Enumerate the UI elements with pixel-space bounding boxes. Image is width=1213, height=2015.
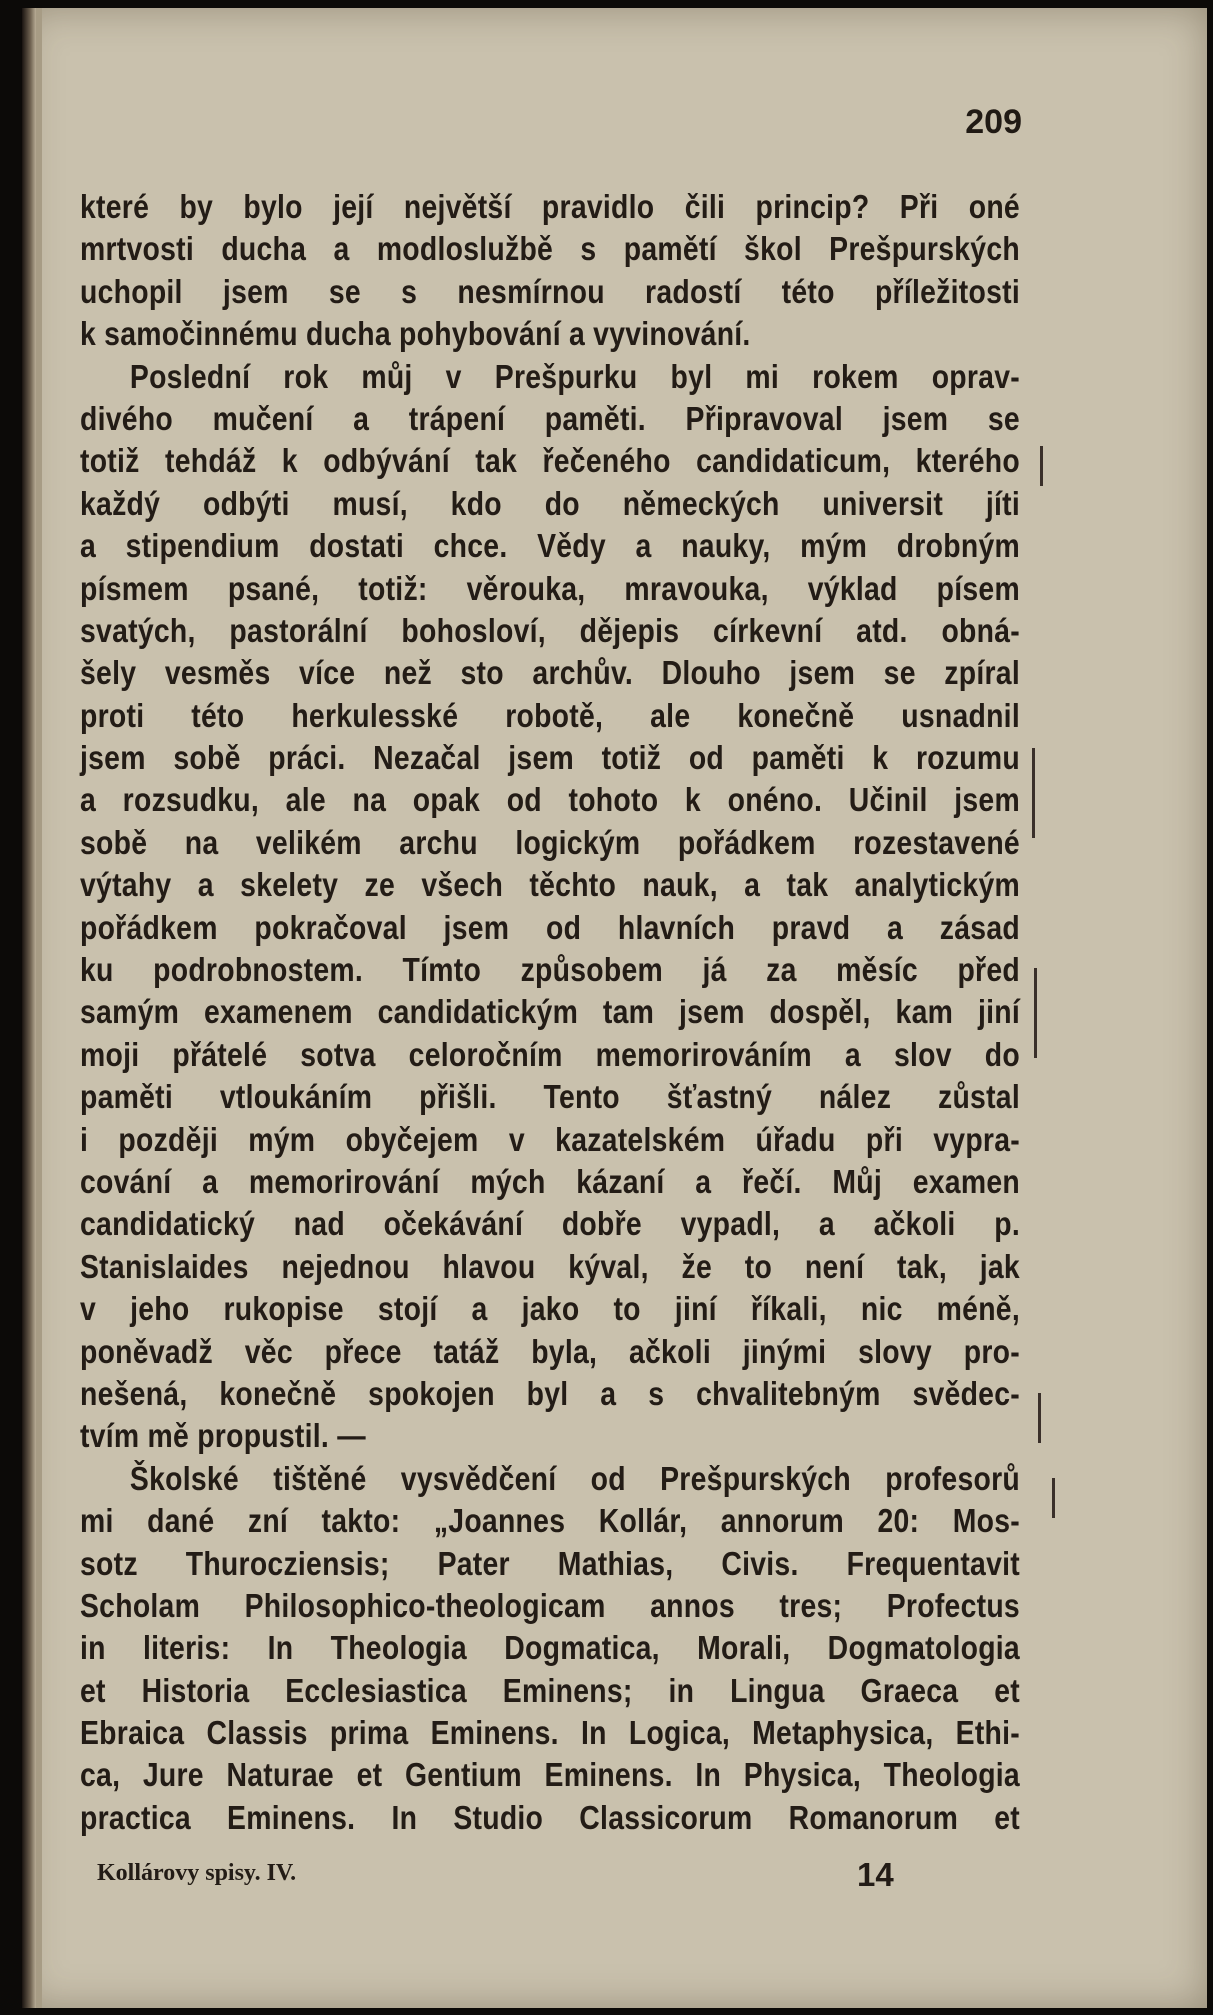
text-line: svatých, pastorální bohosloví, dějepis církevní atd. obná- [80,611,1020,649]
text-line: candidatický nad očekávání dobře vypadl, a ačkoli p. [80,1205,1020,1243]
text-line: nešená, konečně spokojen byl a s chvalitebným svědec- [80,1374,1020,1412]
text-line: jsem sobě práci. Nezačal jsem totiž od paměti k rozumu [80,739,1020,777]
text-line: každý odbýti musí, kdo do německých universit jíti [80,484,1020,522]
page-number: 209 [965,103,1022,141]
text-line: a rozsudku, ale na opak od tohoto k onéno. Učinil jsem [80,781,1020,819]
text-line: v jeho rukopise stojí a jako to jiní říkali, nic méně, [80,1290,1020,1328]
text-line: samým examenem candidatickým tam jsem dospěl, kam jiní [80,993,1020,1031]
text-line: sotz Thurocziensis; Pater Mathias, Civis. Frequentavit [80,1544,1020,1582]
text-line: uchopil jsem se s nesmírnou radostí této příležitosti [80,272,1020,310]
text-line: mi dané zní takto: „Joannes Kollár, annorum 20: Mos- [80,1502,1020,1540]
text-line: Poslední rok můj v Prešpurku byl mi rokem oprav- [129,357,1020,395]
text-line: ku podrobnostem. Tímto způsobem já za měsíc před [80,951,1020,989]
text-line: pořádkem pokračoval jsem od hlavních pravd a zásad [80,908,1020,946]
text-line: proti této herkulesské robotě, ale konečně usnadnil [80,696,1020,734]
text-line: Scholam Philosophico-theologicam annos tres; Profectus [80,1586,1020,1624]
book-spine [22,8,36,2008]
margin-mark [1040,446,1043,486]
text-line: písmem psané, totiž: věrouka, mravouka, výklad písem [80,569,1020,607]
text-line: Ebraica Classis prima Eminens. In Logica, Metaphysica, Ethi- [80,1714,1020,1752]
text-line: in literis: In Theologia Dogmatica, Morali, Dogmatologia [80,1629,1020,1667]
text-line: výtahy a skelety ze všech těchto nauk, a tak analytickým [80,866,1020,904]
text-line: k samočinnému ducha pohybování a vyvinování. [80,315,751,353]
text-line: které by bylo její největší pravidlo čili princip? Při oné [80,188,1020,225]
text-line: moji přátelé sotva celoročním memorirováním a slov do [80,1035,1020,1073]
margin-mark [1038,1393,1041,1443]
text-line: tvím mě propustil. — [80,1417,366,1455]
text-line: i později mým obyčejem v kazatelském úřadu při vypra- [80,1120,1020,1158]
text-line: mrtvosti ducha a modloslužbě s pamětí škol Prešpurských [80,230,1020,268]
margin-mark [1034,968,1037,1058]
text-line: cování a memorirování mých kázaní a řečí. Můj examen [80,1162,1020,1200]
text-line: totiž tehdáž k odbývání tak řečeného candidaticum, kterého [80,442,1020,480]
text-line: Školské tištěné vysvědčení od Prešpurských profesorů [129,1459,1020,1497]
text-line: et Historia Ecclesiastica Eminens; in Lingua Graeca et [80,1671,1020,1709]
footer-signature-number: 14 [857,1856,894,1893]
text-line: sobě na velikém archu logickým pořádkem rozestavené [80,823,1020,861]
margin-mark [1052,1478,1055,1518]
text-line: divého mučení a trápení paměti. Připravoval jsem se [80,399,1020,437]
body-text [80,186,1020,1839]
text-line: poněvadž věc přece tatáž byla, ačkoli jinými slovy pro- [80,1332,1020,1370]
text-line: practica Eminens. In Studio Classicorum Romanorum et [80,1798,1020,1836]
text-line: šely vesměs více než sto archův. Dlouho jsem se zpíral [80,654,1020,692]
footer-book-title: Kollárovy spisy. IV. [97,1860,297,1886]
margin-mark [1032,748,1035,838]
page-gutter [36,8,42,2008]
text-line: paměti vtloukáním přišli. Tento šťastný nález zůstal [80,1078,1020,1116]
text-line: Stanislaides nejednou hlavou kýval, že to není tak, jak [80,1247,1020,1285]
text-line: ca, Jure Naturae et Gentium Eminens. In Physica, Theologia [80,1756,1020,1794]
text-line: a stipendium dostati chce. Vědy a nauky, mým drobným [80,527,1020,565]
book-page [22,8,1207,2008]
